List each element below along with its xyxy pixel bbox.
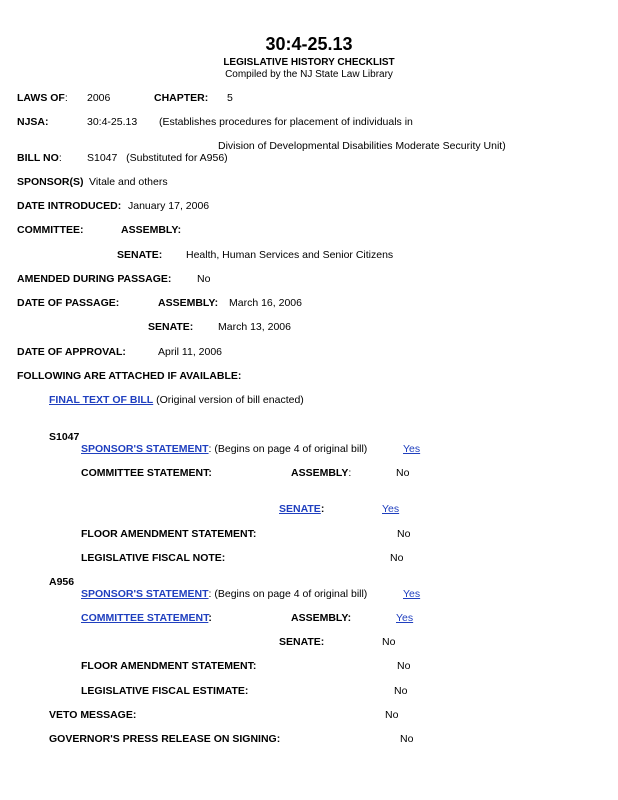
- a956-floor-amendment-value: No: [397, 660, 411, 672]
- final-text-row: [49, 394, 304, 407]
- passage-senate-label: SENATE:: [148, 321, 194, 333]
- s1047-committee-assembly-value: No: [396, 467, 410, 479]
- a956-committee-statement-row: [81, 612, 212, 625]
- a956-floor-amendment-label: FLOOR AMENDMENT STATEMENT:: [81, 660, 257, 672]
- a956-committee-senate-label: SENATE:: [279, 636, 325, 648]
- a956-heading: A956: [49, 576, 75, 588]
- s1047-committee-senate-yes-link[interactable]: Yes: [382, 503, 400, 515]
- bill-no-colon: :: [58, 152, 62, 164]
- s1047-committee-assembly-label: ASSEMBLY: [291, 467, 349, 479]
- governor-press-release-label: GOVERNOR'S PRESS RELEASE ON SIGNING:: [49, 733, 281, 745]
- sponsor-value: Vitale and others: [89, 176, 168, 188]
- a956-committee-statement-link[interactable]: COMMITTEE STATEMENT: [81, 612, 209, 624]
- s1047-heading: S1047: [49, 431, 80, 443]
- committee-assembly-label: ASSEMBLY:: [121, 224, 182, 236]
- date-of-approval-label: DATE OF APPROVAL:: [17, 346, 126, 358]
- laws-of-label: LAWS OF: [17, 92, 65, 104]
- njsa-description-line2: Division of Developmental Disabilities Moderate Security Unit): [218, 140, 506, 152]
- njsa-description-line1: (Establishes procedures for placement of individuals in: [159, 116, 413, 128]
- chapter-label: CHAPTER:: [154, 92, 209, 104]
- s1047-fiscal-note-value: No: [390, 552, 404, 564]
- s1047-floor-amendment-label: FLOOR AMENDMENT STATEMENT:: [81, 528, 257, 540]
- a956-committee-assembly-yes-link[interactable]: Yes: [396, 612, 414, 624]
- s1047-committee-statement-label: COMMITTEE STATEMENT:: [81, 467, 212, 479]
- veto-message-label: VETO MESSAGE:: [49, 709, 137, 721]
- a956-committee-assembly-label: ASSEMBLY:: [291, 612, 352, 624]
- committee-senate-value: Health, Human Services and Senior Citizens: [186, 249, 394, 261]
- a956-committee-statement-colon: :: [208, 612, 212, 624]
- njsa-label: NJSA:: [17, 116, 49, 128]
- bill-no-label: BILL NO: [17, 152, 59, 164]
- chapter-value: 5: [227, 92, 233, 104]
- following-attached-heading: FOLLOWING ARE ATTACHED IF AVAILABLE:: [17, 370, 242, 382]
- final-text-description: (Original version of bill enacted): [156, 394, 304, 406]
- compiled-by: Compiled by the NJ State Law Library: [225, 69, 393, 80]
- s1047-sponsor-statement-desc: : (Begins on page 4 of original bill): [208, 443, 368, 455]
- amended-label: AMENDED DURING PASSAGE:: [17, 273, 172, 285]
- governor-press-release-value: No: [400, 733, 414, 745]
- bill-no-value: S1047 (Substituted for A956): [87, 152, 228, 164]
- s1047-sponsor-statement-link[interactable]: SPONSOR'S STATEMENT: [81, 443, 209, 455]
- a956-sponsor-statement-row: [81, 588, 367, 601]
- s1047-committee-assembly-colon: :: [348, 467, 352, 479]
- date-of-approval-value: April 11, 2006: [158, 346, 223, 358]
- a956-sponsor-statement-desc: : (Begins on page 4 of original bill): [208, 588, 368, 600]
- final-text-of-bill-link[interactable]: FINAL TEXT OF BILL: [49, 394, 154, 406]
- a956-fiscal-estimate-value: No: [394, 685, 408, 697]
- laws-of-colon: :: [64, 92, 68, 104]
- a956-fiscal-estimate-label: LEGISLATIVE FISCAL ESTIMATE:: [81, 685, 249, 697]
- s1047-committee-senate-colon: :: [320, 503, 325, 515]
- passage-assembly-value: March 16, 2006: [229, 297, 302, 309]
- s1047-committee-assembly-row: [291, 467, 351, 480]
- s1047-sponsor-statement-row: [81, 443, 367, 456]
- njsa-value: 30:4-25.13: [87, 116, 138, 128]
- s1047-committee-senate-link[interactable]: SENATE: [279, 503, 321, 515]
- passage-assembly-label: ASSEMBLY:: [158, 297, 219, 309]
- bill-no-row: [17, 152, 62, 165]
- committee-label: COMMITTEE:: [17, 224, 84, 236]
- amended-value: No: [197, 273, 211, 285]
- laws-of-row: [17, 92, 68, 105]
- date-introduced-label: DATE INTRODUCED:: [17, 200, 122, 212]
- s1047-floor-amendment-value: No: [397, 528, 411, 540]
- checklist-subtitle: LEGISLATIVE HISTORY CHECKLIST: [223, 57, 395, 68]
- a956-sponsor-statement-yes-link[interactable]: Yes: [403, 588, 421, 600]
- a956-committee-senate-value: No: [382, 636, 396, 648]
- sponsor-label: SPONSOR(S): [17, 176, 84, 188]
- s1047-sponsor-statement-yes-link[interactable]: Yes: [403, 443, 421, 455]
- laws-of-value: 2006: [87, 92, 111, 104]
- veto-message-value: No: [385, 709, 399, 721]
- a956-sponsor-statement-link[interactable]: SPONSOR'S STATEMENT: [81, 588, 209, 600]
- page-title: 30:4-25.13: [265, 34, 353, 54]
- passage-senate-value: March 13, 2006: [218, 321, 291, 333]
- s1047-fiscal-note-label: LEGISLATIVE FISCAL NOTE:: [81, 552, 226, 564]
- date-of-passage-label: DATE OF PASSAGE:: [17, 297, 120, 309]
- date-introduced-value: January 17, 2006: [128, 200, 210, 212]
- s1047-committee-senate-row: [279, 503, 324, 516]
- committee-senate-label: SENATE:: [117, 249, 163, 261]
